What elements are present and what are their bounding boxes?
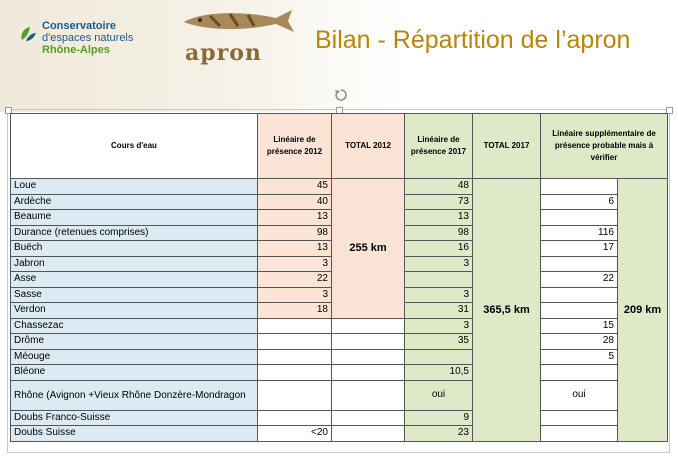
river-name: Loue: [11, 179, 258, 195]
river-name: Durance (retenues comprises): [11, 225, 258, 241]
value-2017: 3: [405, 287, 473, 303]
value-extra: 6: [541, 194, 618, 210]
value-2017: 10,5: [405, 365, 473, 381]
river-name: Chassezac: [11, 318, 258, 334]
value-2017: 98: [405, 225, 473, 241]
value-extra: [541, 365, 618, 381]
header-river: Cours d'eau: [11, 114, 258, 179]
value-extra: 116: [541, 225, 618, 241]
value-extra: [541, 410, 618, 426]
rotate-handle-icon[interactable]: [334, 88, 348, 102]
river-name: Ardèche: [11, 194, 258, 210]
river-name: Beaume: [11, 210, 258, 226]
value-2017: 16: [405, 241, 473, 257]
value-2012: [258, 380, 332, 410]
empty-total-2012-cell: [332, 380, 405, 410]
value-2012: 40: [258, 194, 332, 210]
logo-line-1: Conservatoire: [42, 20, 116, 32]
value-2012: 13: [258, 210, 332, 226]
header-lin-2012: Linéaire de présence 2012: [258, 114, 332, 179]
river-name: Verdon: [11, 303, 258, 319]
river-name: Rhône (Avignon +Vieux Rhône Donzère-Mondragon: [11, 380, 258, 410]
value-2017: 9: [405, 410, 473, 426]
river-name: Drôme: [11, 334, 258, 350]
logo-line-3: Rhône-Alpes: [42, 44, 110, 56]
value-2017: [405, 349, 473, 365]
apron-distribution-table: [10, 113, 668, 442]
value-2017: oui: [405, 380, 473, 410]
value-2012: 45: [258, 179, 332, 195]
value-2012: 22: [258, 272, 332, 288]
empty-total-2012-cell: [332, 334, 405, 350]
value-extra: oui: [541, 380, 618, 410]
table-row: [11, 380, 668, 410]
header-extra: Linéaire supplémentaire de présence probable mais à vérifier: [541, 114, 668, 179]
total-2012: 255 km: [332, 179, 405, 319]
value-2012: <20: [258, 426, 332, 442]
river-name: Méouge: [11, 349, 258, 365]
value-2012: [258, 349, 332, 365]
table-row: [11, 426, 668, 442]
empty-total-2012-cell: [332, 318, 405, 334]
value-2012: 98: [258, 225, 332, 241]
value-2017: 48: [405, 179, 473, 195]
empty-total-2012-cell: [332, 349, 405, 365]
value-2012: [258, 318, 332, 334]
table-row: [11, 334, 668, 350]
empty-total-2012-cell: [332, 410, 405, 426]
apron-fish-icon: [180, 6, 298, 36]
value-2012: [258, 410, 332, 426]
river-name: Jabron: [11, 256, 258, 272]
value-2017: 13: [405, 210, 473, 226]
table-row: [11, 349, 668, 365]
value-2012: 3: [258, 256, 332, 272]
logo-line-2: d'espaces naturels: [42, 32, 134, 44]
river-name: Buëch: [11, 241, 258, 257]
total-2017: 365,5 km: [473, 179, 541, 442]
total-extra: 209 km: [618, 179, 668, 442]
value-extra: [541, 426, 618, 442]
apron-label: apron: [185, 40, 262, 66]
value-2012: [258, 334, 332, 350]
page-title: Bilan - Répartition de l’apron: [315, 26, 631, 54]
table-row: [11, 179, 668, 195]
value-extra: 15: [541, 318, 618, 334]
river-name: Bléone: [11, 365, 258, 381]
value-2012: 3: [258, 287, 332, 303]
river-name: Asse: [11, 272, 258, 288]
value-2017: 3: [405, 256, 473, 272]
value-2017: 23: [405, 426, 473, 442]
empty-total-2012-cell: [332, 365, 405, 381]
header-lin-2017: Linéaire de présence 2017: [405, 114, 473, 179]
value-2017: 35: [405, 334, 473, 350]
header-total-2017: TOTAL 2017: [473, 114, 541, 179]
value-extra: 17: [541, 241, 618, 257]
header-total-2012: TOTAL 2012: [332, 114, 405, 179]
value-extra: [541, 303, 618, 319]
value-2017: 31: [405, 303, 473, 319]
table-row: [11, 318, 668, 334]
value-extra: [541, 179, 618, 195]
table-row: [11, 410, 668, 426]
cen-leaf-icon: [18, 24, 38, 44]
value-extra: [541, 287, 618, 303]
value-2017: [405, 272, 473, 288]
value-extra: [541, 210, 618, 226]
value-2012: 18: [258, 303, 332, 319]
value-extra: 5: [541, 349, 618, 365]
value-2017: 73: [405, 194, 473, 210]
empty-total-2012-cell: [332, 426, 405, 442]
table-row: [11, 365, 668, 381]
value-extra: 22: [541, 272, 618, 288]
value-2017: 3: [405, 318, 473, 334]
river-name: Sasse: [11, 287, 258, 303]
value-extra: [541, 256, 618, 272]
value-extra: 28: [541, 334, 618, 350]
value-2012: [258, 365, 332, 381]
river-name: Doubs Suisse: [11, 426, 258, 442]
river-name: Doubs Franco-Suisse: [11, 410, 258, 426]
value-2012: 13: [258, 241, 332, 257]
